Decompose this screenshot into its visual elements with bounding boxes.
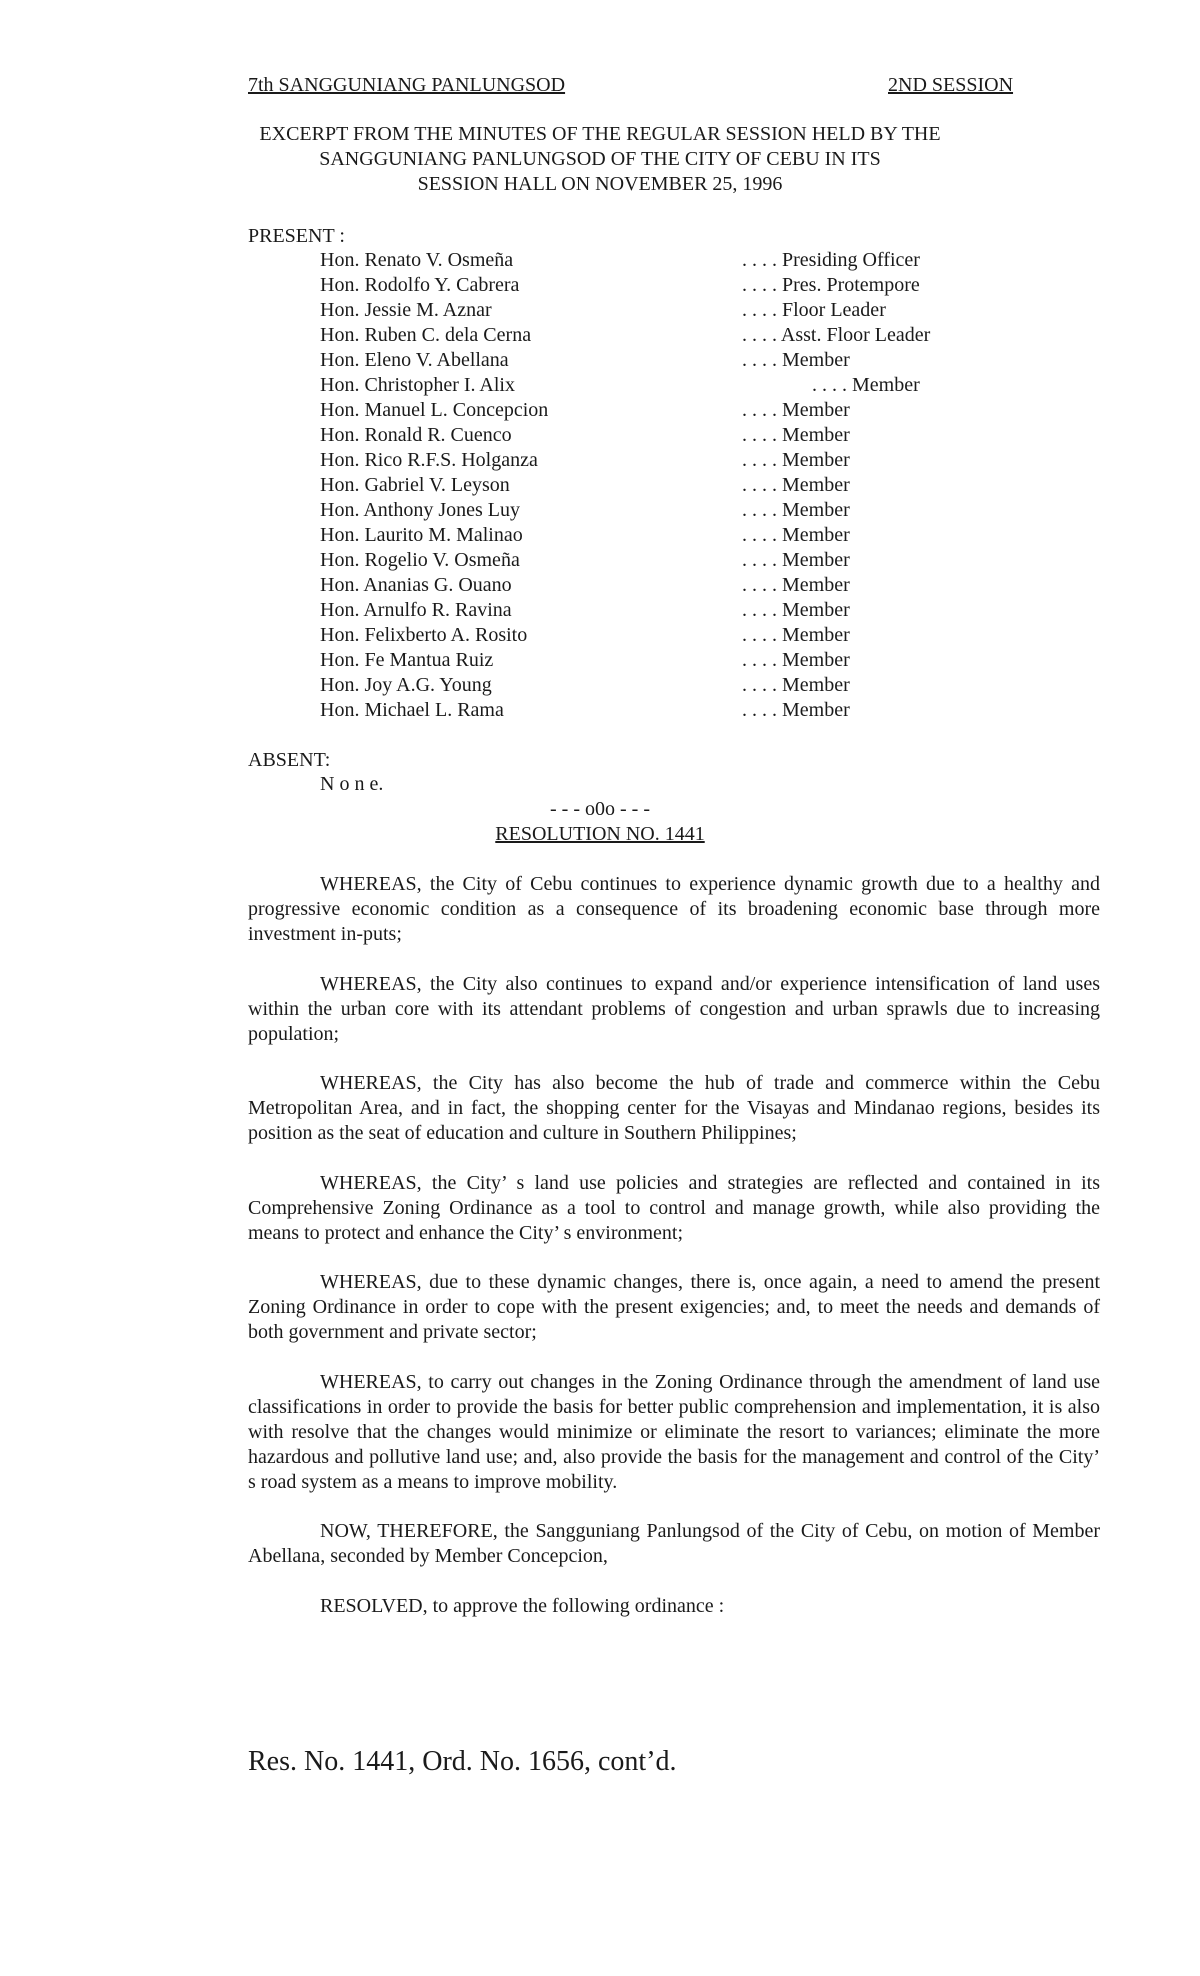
header-right: 2ND SESSION [888,74,1014,96]
member-role: . . . . Floor Leader [742,299,886,321]
member-name: Hon. Fe Mantua Ruiz [320,649,494,671]
member-role: . . . . Member [742,349,850,371]
title-line-2: SANGGUNIANG PANLUNGSOD OF THE CITY OF CEBU IN ITS [319,148,881,170]
now-therefore-paragraph: NOW, THEREFORE, the Sangguniang Panlungsod of the City of Cebu, on motion of Member Abellana, seconded by Member Concepcion, [248,1520,1100,1567]
member-role: . . . . Member [742,474,850,496]
member-name: Hon. Renato V. Osmeña [320,249,514,271]
resolution-title: RESOLUTION NO. 1441 [495,823,705,845]
member-name: Hon. Rico R.F.S. Holganza [320,449,538,471]
whereas-paragraph: WHEREAS, the City’ s land use policies and strategies are reflected and contained in its Comprehensive Zoning Ordinance as a tool to control and manage growth, while also providing the means to protect and enhance the City’ s environment; [248,1172,1100,1244]
member-name: Hon. Michael L. Rama [320,699,504,721]
member-role: . . . . Member [812,374,920,396]
present-label: PRESENT : [248,225,345,247]
member-role: . . . . Pres. Protempore [742,274,920,296]
member-name: Hon. Gabriel V. Leyson [320,474,510,496]
member-name: Hon. Rogelio V. Osmeña [320,549,520,571]
title-line-1: EXCERPT FROM THE MINUTES OF THE REGULAR SESSION HELD BY THE [259,123,941,145]
header-left: 7th SANGGUNIANG PANLUNGSOD [248,74,566,96]
whereas-paragraph: WHEREAS, due to these dynamic changes, there is, once again, a need to amend the present Zoning Ordinance in order to cope with the present exigencies; and, to meet the needs and demands of both government and private sector; [248,1271,1100,1343]
member-role: . . . . Asst. Floor Leader [742,324,931,346]
member-name: Hon. Laurito M. Malinao [320,524,523,546]
member-role: . . . . Presiding Officer [742,249,920,271]
member-name: Hon. Eleno V. Abellana [320,349,509,371]
member-name: Hon. Joy A.G. Young [320,674,492,696]
member-name: Hon. Felixberto A. Rosito [320,624,528,646]
whereas-paragraph: WHEREAS, to carry out changes in the Zoning Ordinance through the amendment of land use classifications in order to provide the basis for better public comprehension and implementation, it is also with resolve that the changes would minimize or eliminate the resort to variances; eliminate the more hazardous and pollutive land use; and, also provide the basis for the management and control of the City’ s road system as a means to improve mobility. [248,1371,1100,1493]
member-name: Hon. Anthony Jones Luy [320,499,520,521]
member-name: Hon. Christopher I. Alix [320,374,515,396]
member-role: . . . . Member [742,399,850,421]
member-name: Hon. Jessie M. Aznar [320,299,492,321]
whereas-paragraph: WHEREAS, the City has also become the hub of trade and commerce within the Cebu Metropolitan Area, and in fact, the shopping center for the Visayas and Mindanao regions, besides its position as the seat of education and culture in Southern Philippines; [248,1072,1100,1144]
member-name: Hon. Ronald R. Cuenco [320,424,512,446]
member-role: . . . . Member [742,549,850,571]
member-role: . . . . Member [742,574,850,596]
member-role: . . . . Member [742,449,850,471]
member-role: . . . . Member [742,499,850,521]
resolved-paragraph: RESOLVED, to approve the following ordinance : [320,1595,725,1617]
member-role: . . . . Member [742,649,850,671]
whereas-paragraph: WHEREAS, the City of Cebu continues to experience dynamic growth due to a healthy and progressive economic condition as a consequence of its broadening economic base through more investment in-puts; [248,873,1100,945]
member-role: . . . . Member [742,424,850,446]
member-role: . . . . Member [742,524,850,546]
absent-value: N o n e. [320,773,384,795]
member-role: . . . . Member [742,674,850,696]
title-line-3: SESSION HALL ON NOVEMBER 25, 1996 [417,173,783,195]
member-name: Hon. Manuel L. Concepcion [320,399,549,421]
member-role: . . . . Member [742,699,850,721]
member-role: . . . . Member [742,599,850,621]
absent-label: ABSENT: [248,749,331,771]
section-separator: - - - o0o - - - [550,798,650,820]
member-role: . . . . Member [742,624,850,646]
continuation-footer: Res. No. 1441, Ord. No. 1656, cont’d. [248,1746,677,1777]
whereas-paragraph: WHEREAS, the City also continues to expand and/or experience intensification of land uses within the urban core with its attendant problems of congestion and urban sprawls due to increasing population; [248,973,1100,1045]
member-name: Hon. Ruben C. dela Cerna [320,324,532,346]
member-name: Hon. Arnulfo R. Ravina [320,599,512,621]
member-name: Hon. Rodolfo Y. Cabrera [320,274,520,296]
member-name: Hon. Ananias G. Ouano [320,574,512,596]
